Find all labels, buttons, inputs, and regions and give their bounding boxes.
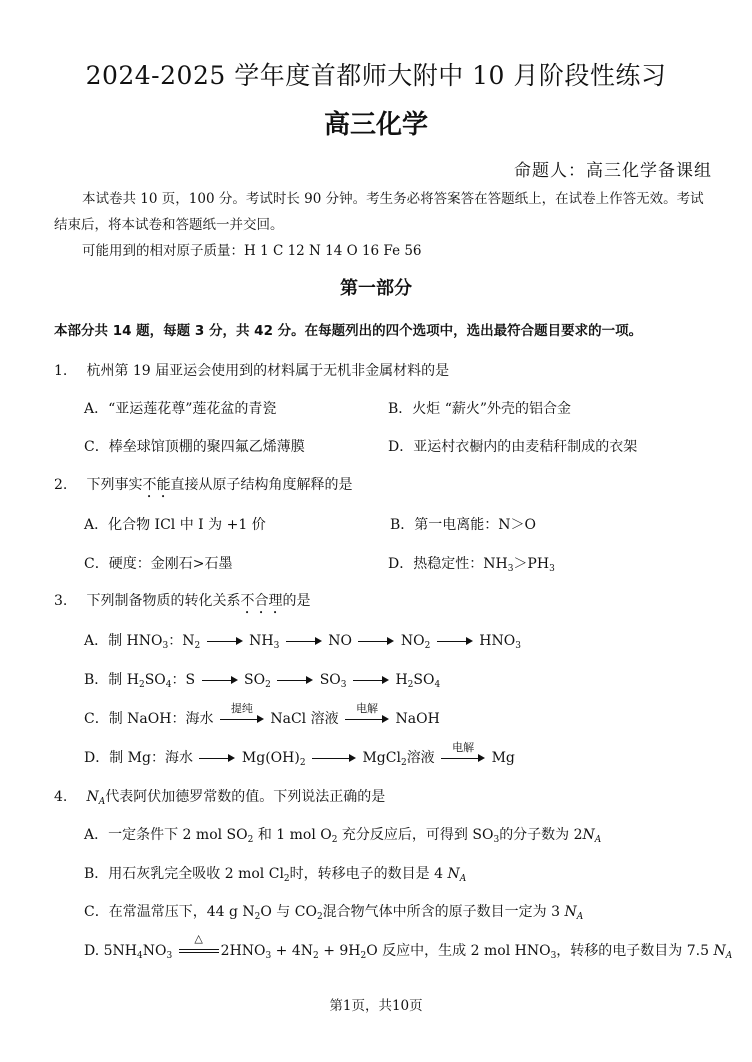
question-1 bbox=[54, 360, 449, 380]
q4-a-text: 的分子数为 2 bbox=[499, 827, 583, 843]
chem-mgcl2: MgCl bbox=[362, 750, 401, 766]
chem-so4: SO bbox=[144, 672, 166, 688]
q4-c-text: C．在常温常压下，44 g N bbox=[84, 904, 255, 920]
q4-b-text: B．用石灰乳完全吸收 2 mol Cl bbox=[84, 866, 284, 882]
q3-d-label: D．制 Mg：海水 bbox=[84, 750, 193, 766]
q2-d-text: ＞PH bbox=[513, 556, 550, 572]
question-number: 3. bbox=[54, 593, 68, 609]
q2-option-d[interactable]: D．热稳定性：$NH_3>PH_3$ bbox=[388, 556, 555, 574]
question-text: 杭州第 19 届亚运会使用到的材料属于无机非金属材料的是 bbox=[86, 363, 450, 379]
avogadro-subscript: A bbox=[725, 951, 733, 961]
exam-author: 命题人：高三化学备课组 bbox=[514, 161, 712, 181]
q3-c-label: C．制 NaOH：海水 bbox=[84, 711, 214, 727]
q4-c-text: O 与 CO bbox=[260, 904, 317, 920]
q3-option-d[interactable]: D．制 Mg：海水 $Mg(OH)_2$ MgCl$_2$溶液 电解 Mg bbox=[84, 741, 515, 768]
reaction-arrow bbox=[358, 636, 394, 646]
q3-option-c[interactable] bbox=[84, 702, 440, 728]
reaction-arrow bbox=[353, 675, 389, 685]
question-number: 4. bbox=[54, 789, 68, 805]
q2-d-text: D．热稳定性：NH bbox=[388, 556, 508, 572]
avogadro-subscript: A bbox=[459, 874, 467, 884]
avogadro-subscript: A bbox=[98, 797, 106, 807]
chem-solution: 溶液 bbox=[406, 750, 435, 766]
reaction-arrow bbox=[277, 675, 313, 685]
reaction-arrow bbox=[437, 636, 473, 646]
q4-a-text: 充分反应后，可得到 SO bbox=[341, 827, 494, 843]
exam-subtitle: 高三化学 bbox=[323, 110, 428, 140]
chem-mg: Mg bbox=[491, 750, 515, 766]
reaction-arrow bbox=[345, 702, 389, 724]
question-text-pre: 下列事实 bbox=[86, 477, 143, 493]
q1-option-a[interactable]: A．“亚运莲花尊”莲花盆的青瓷 bbox=[84, 401, 277, 417]
q4-c-text: 混合物气体中所含的原子数目一定为 3 bbox=[322, 904, 565, 920]
chem-s: ：S bbox=[171, 672, 196, 688]
exam-title: 2024-2025 学年度首都师大附中 10 月阶段性练习 bbox=[85, 61, 667, 90]
chem-nh3: NH bbox=[249, 633, 274, 649]
q3-a-label: A．制 HNO bbox=[84, 633, 163, 649]
q1-option-d[interactable]: D．亚运村衣橱内的由麦秸秆制成的衣架 bbox=[388, 439, 638, 455]
q4-d-text: + 9H bbox=[318, 943, 361, 959]
chem-h2so4: H bbox=[395, 672, 408, 688]
section-title: 第一部分 bbox=[340, 278, 412, 299]
arrow-condition: 提纯 bbox=[230, 702, 253, 715]
chem-naoh: NaOH bbox=[395, 711, 440, 727]
question-text-emphasis: 不能 bbox=[142, 477, 171, 493]
q4-option-c[interactable]: C．在常温常压下，44 g $N_2O$ 与 $CO_2$混合物气体中所含的原子数目一定为 3 $N_A$ bbox=[84, 904, 584, 922]
question-text-pre: 下列制备物质的转化关系 bbox=[86, 593, 241, 609]
q4-option-a[interactable]: A．一定条件下 2 mol $SO_2$ 和 1 mol $O_2$ 充分反应后，可得到 $SO_3$的分子数为 $2N_A$ bbox=[84, 827, 602, 845]
q2-option-a[interactable]: A．化合物 ICl 中 I 为 +1 价 bbox=[84, 517, 266, 533]
question-text-emphasis: 不合理 bbox=[240, 593, 283, 609]
avogadro-symbol: N bbox=[86, 789, 99, 805]
q4-option-b[interactable]: B．用石灰乳完全吸收 2 mol $Cl_2$时，转移电子的数目是 4 $N_A$ bbox=[84, 866, 467, 884]
reaction-arrow bbox=[207, 636, 243, 646]
chem-n2: ：N bbox=[168, 633, 195, 649]
arrow-condition: 电解 bbox=[356, 702, 379, 715]
avogadro-symbol: N bbox=[564, 904, 577, 920]
q1-option-c[interactable]: C．棒垒球馆顶棚的聚四氟乙烯薄膜 bbox=[84, 439, 305, 455]
atomic-mass-line: 可能用到的相对原子质量：H 1 C 12 N 14 O 16 Fe 56 bbox=[82, 243, 422, 259]
reaction-arrow bbox=[312, 753, 356, 763]
q3-option-b[interactable]: B．制 $H_2SO_4$：S $SO_2$ $SO_3$ $H_2SO_4$ bbox=[84, 672, 441, 690]
arrow-condition: 电解 bbox=[452, 741, 475, 754]
question-number: 1. bbox=[54, 363, 68, 379]
q4-d-text: O 反应中，生成 2 mol HNO bbox=[366, 943, 551, 959]
question-text-post: 的是 bbox=[282, 593, 311, 609]
intro-paragraph: 本试卷共 10 页，100 分。考试时长 90 分钟。考生务必将答案答在答题纸上，在试卷上作答无效。考试结束后，将本试卷和答题纸一并交回。 bbox=[54, 191, 704, 233]
chem-so3: SO bbox=[319, 672, 341, 688]
chem-no: NO bbox=[328, 633, 352, 649]
q4-d-text: ，转移的电子数目为 7.5 bbox=[556, 943, 714, 959]
avogadro-symbol: N bbox=[447, 866, 460, 882]
question-text: 代表阿伏加德罗常数的值。下列说法正确的是 bbox=[105, 789, 386, 805]
avogadro-symbol: N bbox=[713, 943, 726, 959]
q4-d-text: D. 5NH bbox=[84, 943, 137, 959]
section-note: 本部分共 14 题，每题 3 分，共 42 分。在每题列出的四个选项中，选出最符合题目要求的一项。 bbox=[54, 323, 643, 339]
page-footer: 第1页，共10页 bbox=[329, 998, 423, 1014]
heat-symbol: △ bbox=[194, 932, 203, 945]
reaction-arrow bbox=[220, 702, 264, 724]
question-text-post: 直接从原子结构角度解释的是 bbox=[170, 477, 353, 493]
chem-nacl-solution: NaCl 溶液 bbox=[270, 711, 339, 727]
q4-b-text: 时，转移电子的数目是 4 bbox=[289, 866, 448, 882]
chem-hno3: HNO bbox=[479, 633, 516, 649]
q4-d-text: + 4N bbox=[271, 943, 314, 959]
q4-d-text: NO bbox=[142, 943, 167, 959]
avogadro-subscript: A bbox=[594, 835, 602, 845]
question-4 bbox=[54, 786, 385, 806]
q2-option-c[interactable]: C．硬度：金刚石>石墨 bbox=[84, 556, 233, 572]
chem-no2: NO bbox=[400, 633, 425, 649]
q3-option-a[interactable]: A．制 $HNO_3$：$N_2$ $NH_3$ NO $NO_2$ $HNO_3$ bbox=[84, 633, 521, 651]
q2-option-b[interactable]: B．第一电离能：N＞O bbox=[390, 517, 537, 533]
question-2 bbox=[54, 474, 352, 501]
question-3 bbox=[54, 590, 310, 617]
q1-option-b[interactable]: B．火炬 “薪火”外壳的铝合金 bbox=[388, 401, 572, 417]
chem-mgoh2: Mg(OH) bbox=[241, 750, 300, 766]
reaction-arrow bbox=[199, 753, 235, 763]
q4-d-text: 2HNO bbox=[220, 943, 266, 959]
chem-so2: SO bbox=[244, 672, 266, 688]
question-number: 2. bbox=[54, 477, 68, 493]
reaction-arrow bbox=[441, 741, 485, 763]
q4-a-text: 和 1 mol O bbox=[257, 827, 332, 843]
q3-b-label: B．制 H bbox=[84, 672, 139, 688]
q4-option-d[interactable]: D. $5NH_4NO_3$ △ $2HNO_3 + 4N_2 + 9H_2O$ 反应中，生成 2 mol $HNO_3$，转移的电子数目为 7.5 $N_A$ bbox=[84, 932, 733, 961]
reaction-arrow bbox=[202, 675, 238, 685]
reaction-arrow bbox=[286, 636, 322, 646]
avogadro-subscript: A bbox=[576, 912, 584, 922]
q4-a-text: A．一定条件下 2 mol SO bbox=[84, 827, 248, 843]
avogadro-symbol: N bbox=[582, 827, 595, 843]
reaction-equals-sign bbox=[179, 932, 219, 956]
